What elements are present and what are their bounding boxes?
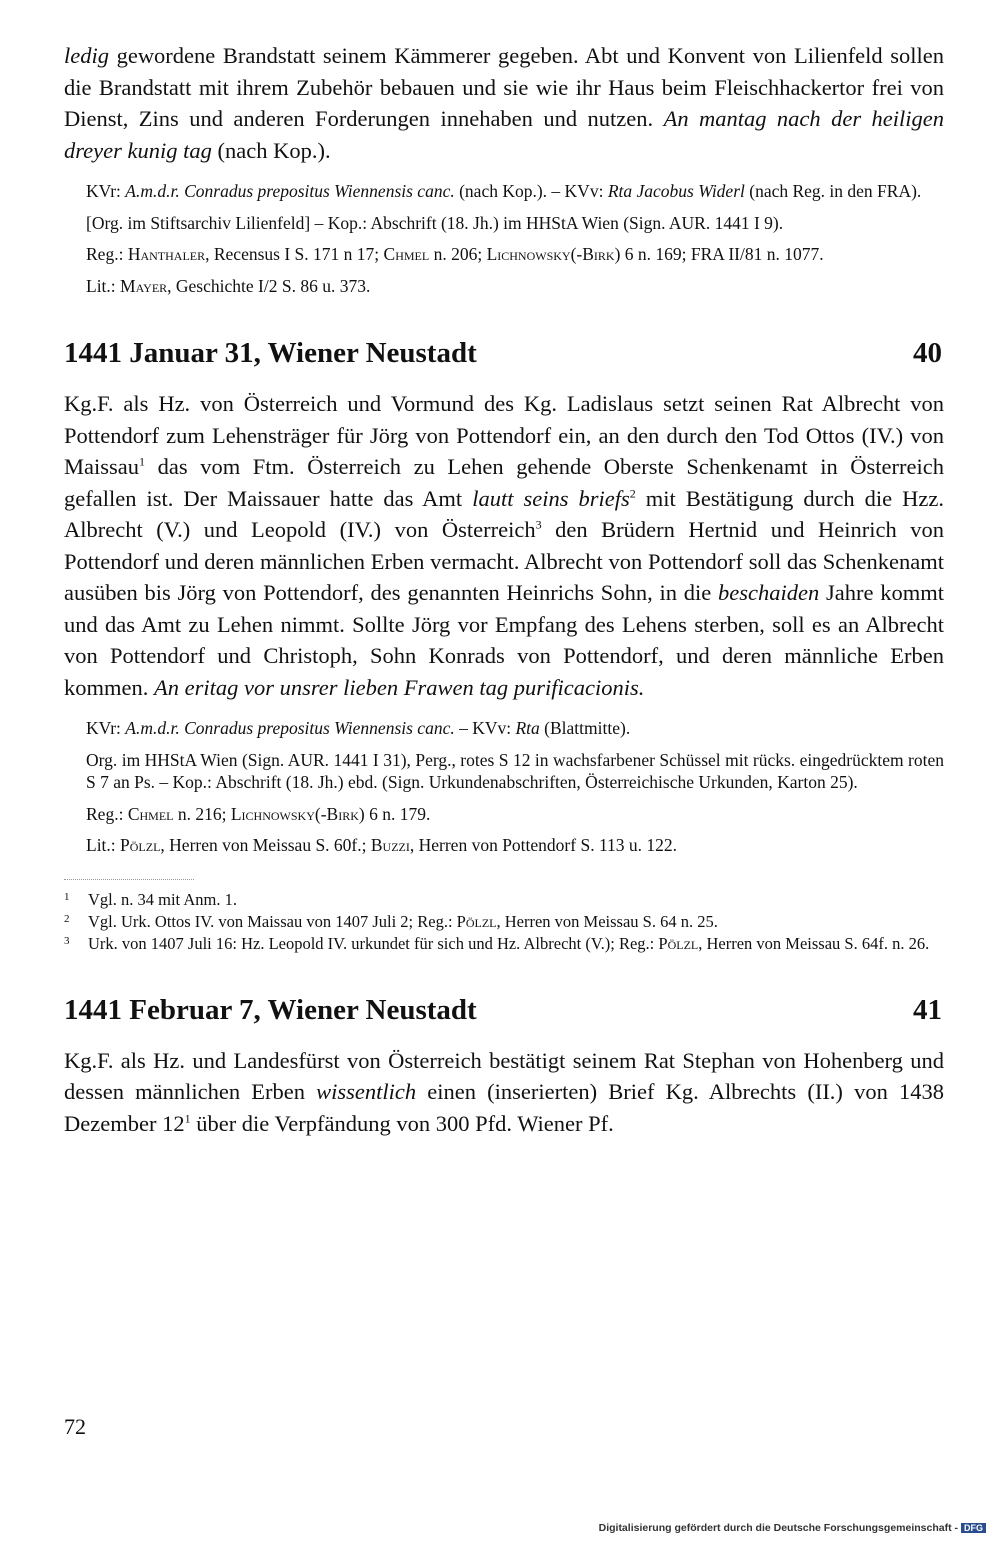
text: KVr: [86, 718, 126, 738]
digitization-credit [599, 1522, 986, 1534]
entry41-title: 1441 Februar 7, Wiener Neustadt [64, 993, 477, 1026]
dfg-logo: DFG [961, 1523, 986, 1533]
italic-text: A.m.d.r. Conradus prepositus Wiennensis canc. [125, 181, 455, 201]
footnote-text: Urk. von 1407 Juli 16: Hz. Leopold IV. urkundet für sich und Hz. Albrecht (V.); Reg.: [88, 933, 659, 953]
italic-text: An mantag nach der heiligen dreyer kunig tag [64, 106, 945, 163]
entry39-reg [64, 243, 944, 266]
footnote-text: , Herren von Meissau S. 64 n. 25. [496, 911, 718, 931]
document-page [64, 40, 944, 1139]
text: (Blattmitte). [539, 718, 631, 738]
entry40-reg [64, 803, 944, 826]
text: Lit.: [86, 275, 121, 296]
text: (nach Reg. in den FRA). [744, 181, 922, 201]
entry41-body [64, 1045, 944, 1140]
author-name: Pölzl [658, 933, 699, 953]
italic-text: wissentlich [316, 1079, 417, 1104]
text: n. 206; [429, 244, 487, 264]
footnote-text: Vgl. n. 34 mit Anm. 1. [88, 889, 237, 909]
italic-text: An eritag vor unsrer lieben Frawen tag purificacionis. [154, 674, 645, 700]
italic-text: Rta [515, 718, 540, 738]
entry39-kvr [64, 180, 944, 203]
footnote-ref: 2 [629, 486, 636, 500]
entry39-lit [64, 275, 944, 298]
text: , Herren von Meissau S. 60f.; [160, 835, 371, 855]
text: Reg.: [86, 244, 128, 264]
entry40-org: Org. im HHStA Wien (Sign. AUR. 1441 I 31), Perg., rotes S 12 in wachsfarbener Schüssel mit rücks. eingedrücktem roten S 7 an Ps. – Kop.: Abschrift (18. Jh.) ebd. (Sign. Urkundenabschriften, Österreichische Urkunden, Karton 25). [86, 749, 944, 792]
footnote-text: Vgl. Urk. Ottos IV. von Maissau von 1407 Juli 2; Reg.: [88, 911, 457, 931]
credit-text: Digitalisierung gefördert durch die Deutsche Forschungsgemeinschaft - [598, 1522, 958, 1534]
text: Jahre kommt und das Amt zu Lehen nimmt. Sollte Jörg vor Empfang des Lehens sterben, soll es an Albrecht von Pottendorf und Christoph, Sohn Konrads von Pottendorf, und deren männliche Erben kommen. [64, 580, 944, 700]
footnote [64, 912, 944, 932]
entry40-heading [64, 335, 944, 371]
text: (nach Kop.). [211, 137, 331, 163]
author-name: Chmel [127, 803, 174, 824]
entry40-kvr [64, 717, 944, 740]
text: , Recensus I S. 171 n 17; [205, 244, 384, 264]
text: – KVv: [454, 718, 516, 738]
italic-text: A.m.d.r. Conradus prepositus Wiennensis canc. [125, 718, 455, 738]
entry41-heading [64, 992, 944, 1028]
author-name: Pölzl [120, 835, 161, 855]
text: KVr: [86, 181, 126, 201]
italic-text: Rta Jacobus Widerl [607, 181, 745, 201]
entry40-title: 1441 Januar 31, Wiener Neustadt [64, 337, 477, 369]
text: (nach Kop.). – KVv: [454, 181, 608, 201]
entry40-number: 40 [913, 337, 942, 369]
footnotes [64, 890, 944, 954]
italic-text: lautt seins briefs [472, 485, 630, 511]
text: Reg.: [86, 803, 128, 824]
author-name: Hanthaler [127, 244, 206, 264]
text: über die Verpfändung von 300 Pfd. Wiener Pf. [190, 1110, 614, 1136]
text: das vom Ftm. Österreich zu Lehen gehende Oberste Schenkenamt in Österreich gefallen ist. Der Maissauer hatte das Amt [64, 454, 944, 511]
entry40-body [64, 388, 944, 703]
entry40-lit [64, 834, 944, 857]
text: gewordene Brandstatt seinem Kämmerer gegeben. Abt und Konvent von Lilienfeld sollen die Brandstatt mit ihrem Zubehör bebauen und sie wie ihr Haus beim Fleischhackertor frei von Dienst, Zins und anderen Forderungen innehaben und nutzen. [64, 43, 944, 131]
text: , Herren von Pottendorf S. 113 u. 122. [409, 835, 678, 855]
author-name: Lichnowsky(-Birk) [230, 803, 365, 824]
footnote-text: , Herren von Meissau S. 64f. n. 26. [698, 933, 930, 953]
footnote-mark: 1 [64, 890, 70, 903]
text: , Geschichte I/2 S. 86 u. 373. [167, 275, 371, 296]
footnote-ref: 1 [184, 1111, 191, 1125]
italic-text: ledig [64, 43, 109, 68]
text: einen (inserierten) Brief Kg. Albrechts (II.) von 1438 Dezember 12 [64, 1079, 944, 1136]
text: Kg.F. als Hz. und Landesfürst von Österreich bestätigt seinem Rat Stephan von Hohenberg und dessen männlichen Erben [64, 1047, 944, 1104]
footnote-divider [64, 879, 194, 880]
text: den Brüdern Hertnid und Heinrich von Pottendorf und deren männlichen Erben vermacht. Albrecht von Pottendorf soll das Schenkenamt ausüben bis Jörg von Pottendorf, des genannten Heinrichs Sohn, in die [64, 517, 944, 605]
footnote-mark: 3 [64, 934, 70, 947]
text: n. 216; [173, 803, 231, 824]
text: 6 n. 169; FRA II/81 n. 1077. [620, 244, 824, 264]
footnote [64, 890, 944, 910]
footnote-ref: 3 [535, 517, 542, 532]
page-number: 72 [64, 1414, 86, 1439]
footnote-mark: 2 [64, 912, 70, 925]
author-name: Lichnowsky(-Birk) [486, 244, 621, 264]
italic-text: beschaiden [718, 580, 820, 605]
entry39-body [64, 40, 944, 166]
text: 6 n. 179. [364, 803, 431, 824]
footnote [64, 934, 944, 954]
text: Kg.F. als Hz. von Österreich und Vormund des Kg. Ladislaus setzt seinen Rat Albrecht von Pottendorf zum Lehensträger für Jörg von Pottendorf ein, an den durch den Tod Ottos (IV.) von Maissau [64, 391, 944, 479]
text: mit Bestätigung durch die Hzz. Albrecht (V.) und Leopold (IV.) von Österreich [64, 485, 944, 542]
entry39-org: [Org. im Stiftsarchiv Lilienfeld] – Kop.: Abschrift (18. Jh.) im HHStA Wien (Sign. AUR. 1441 I 9). [86, 212, 784, 233]
author-name: Chmel [383, 244, 430, 264]
footnote-ref: 1 [139, 454, 145, 469]
author-name: Mayer [120, 275, 168, 296]
text: Lit.: [86, 835, 121, 855]
entry41-number: 41 [913, 993, 942, 1026]
author-name: Pölzl [456, 911, 497, 931]
author-name: Buzzi [370, 835, 410, 855]
